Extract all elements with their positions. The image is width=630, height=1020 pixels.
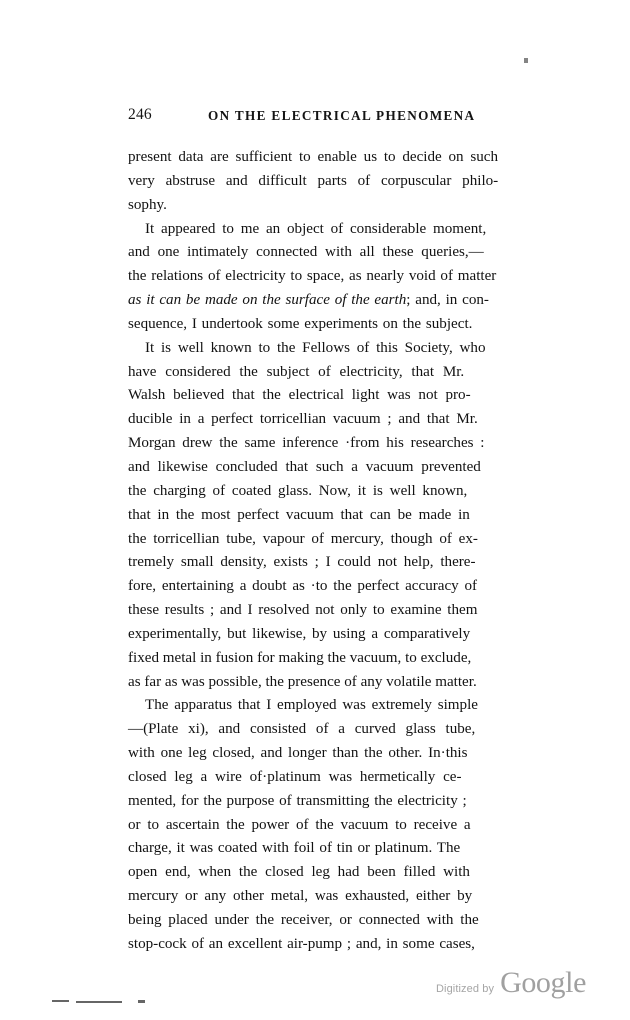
text-line: Walsh believed that the electrical light was not pro- (128, 387, 471, 404)
google-logo: Google (500, 966, 586, 999)
text-line: mercury or any other metal, was exhausted, either by (128, 888, 473, 905)
text-line: stop-cock of an excellent air-pump ; and, in some cases, (128, 935, 475, 952)
text-line: —(Plate xi), and consisted of a curved glass tube, (128, 721, 476, 738)
text-line: as far as was possible, the presence of any volatile matter. (128, 673, 477, 690)
text-line: charge, it was coated with foil of tin or platinum. The (128, 840, 461, 857)
text-line: It is well known to the Fellows of this Society, who (145, 339, 486, 356)
text-line: that in the most perfect vacuum that can be made in (128, 506, 470, 523)
text-line: sophy. (128, 196, 167, 213)
page-number: 246 (128, 106, 152, 123)
text-line: ducible in a perfect torricellian vacuum ; and that Mr. (128, 411, 478, 428)
text-line: open end, when the closed leg had been filled with (128, 864, 470, 881)
text-line: being placed under the receiver, or connected with the (128, 912, 479, 928)
text-line: the charging of coated glass. Now, it is well known, (128, 482, 468, 499)
text-line: the torricellian tube, vapour of mercury, though of ex- (128, 530, 478, 547)
text-line: or to ascertain the power of the vacuum to receive a (128, 816, 471, 833)
text-line: have considered the subject of electricity, that Mr. (128, 363, 465, 380)
text-line: It appeared to me an object of considerable moment, (145, 220, 487, 237)
text-line: fore, entertaining a doubt as ·to the perfect accuracy of (128, 578, 478, 595)
scan-edge-marks-icon (52, 998, 156, 1006)
body-text-block (128, 146, 546, 957)
text-line: fixed metal in fusion for making the vacuum, to exclude, (128, 649, 472, 666)
text-line: with one leg closed, and longer than the other. In·this (128, 745, 468, 762)
text-line: closed leg a wire of·platinum was hermetically ce- (128, 768, 462, 785)
roman-run: ; and, in con- (406, 292, 489, 309)
running-head (128, 106, 546, 128)
text-line-mixed (128, 289, 546, 313)
watermark-prefix: Digitized by (436, 983, 495, 995)
text-line: mented, for the purpose of transmitting the electricity ; (128, 792, 467, 809)
scan-speck-icon (524, 58, 528, 63)
text-line: and one intimately connected with all these queries,— (128, 244, 484, 261)
google-watermark (436, 968, 586, 998)
text-line: tremely small density, exists ; I could not help, there- (128, 554, 476, 571)
running-head-title: ON THE ELECTRICAL PHENOMENA (208, 108, 476, 123)
text-line: The apparatus that I employed was extremely simple (145, 697, 478, 714)
italic-run: as it can be made on the surface of the earth (128, 292, 407, 309)
text-line: experimentally, but likewise, by using a comparatively (128, 625, 471, 642)
text-line: very abstruse and difficult parts of corpuscular philo- (128, 172, 499, 189)
text-line: and likewise concluded that such a vacuum prevented (128, 458, 481, 475)
text-line-italic: the relations of electricity to space, as nearly void of matter (128, 268, 497, 285)
text-line: Morgan drew the same inference ·from his researches : (128, 435, 485, 452)
text-line: sequence, I undertook some experiments on the subject. (128, 315, 473, 332)
text-line: present data are sufficient to enable us to decide on such (128, 149, 499, 165)
text-line: these results ; and I resolved not only to examine them (128, 602, 478, 619)
